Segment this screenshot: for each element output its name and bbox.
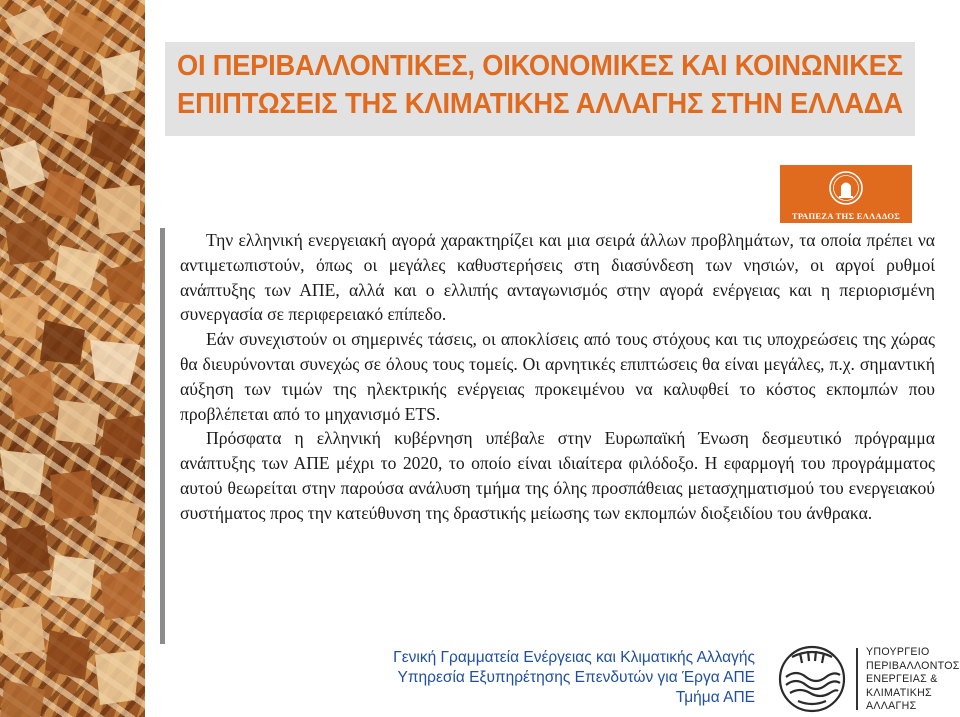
ministry-name [866, 646, 960, 714]
ministry-line-3: ΕΝΕΡΓΕΙΑΣ & [866, 673, 938, 686]
paragraph-1: Την ελληνική ενεργειακή αγορά χαρακτηρίζει και μια σειρά άλλων προβλημάτων, τα οποία πρέπει να αντιμετωπιστούν, όπως οι μεγάλες καθυστερήσεις στη διασύνδεση των νησιών, οι αργοί ρυθμοί ανάπτυξης των ΑΠΕ, αλλά και ο ελλιπής ανταγωνισμός στην αγορά ενέργειας και η περιορισμένη συνεργασία σε περιφερειακό επίπεδο. [180, 230, 935, 325]
wood-chips-image [0, 0, 145, 717]
bank-name: ΤΡΑΠΕΖΑ ΤΗΣ ΕΛΛΑΔΟΣ [791, 211, 901, 221]
footer-text [393, 648, 755, 708]
ministry-line-4: ΚΛΙΜΑΤΙΚΗΣ [866, 686, 932, 699]
title-line-2: ΕΠΙΠΤΩΣΕΙΣ ΤΗΣ ΚΛΙΜΑΤΙΚΗΣ ΑΛΛΑΓΗΣ ΣΤΗΝ ΕΛΛΑΔΑ [177, 88, 904, 120]
title-line-1: ΟΙ ΠΕΡΙΒΑΛΛΟΝΤΙΚΕΣ, ΟΙΚΟΝΟΜΙΚΕΣ ΚΑΙ ΚΟΙΝΩΝΙΚΕΣ [177, 50, 903, 82]
body-text [180, 228, 935, 526]
ministry-line-5: ΑΛΛΑΓΗΣ [866, 700, 917, 713]
paragraph-2: Εάν συνεχιστούν οι σημερινές τάσεις, οι αποκλίσεις από τους στόχους και τις υποχρεώσεις της χώρας θα διευρύνονται συνεχώς σε όλους τους τομείς. Οι αρνητικές επιπτώσεις θα είναι μεγάλες, π.χ. σημαντική αύξηση των τιμών της ηλεκτρικής ενέργειας προκειμένου να καλυφθεί το κόστος εκπομπών που προβλέπεται από το μηχανισμό ETS. [180, 329, 935, 424]
ministry-line-1: ΥΠΟΥΡΓΕΙΟ [866, 646, 930, 658]
footer-line-1: Γενική Γραμματεία Ενέργειας και Κλιματικής Αλλαγής [393, 649, 755, 666]
ministry-divider [856, 648, 858, 710]
title-banner [165, 42, 915, 136]
footer-line-3: Τμήμα ΑΠΕ [675, 689, 755, 706]
bank-of-greece-logo [780, 165, 912, 223]
ministry-emblem-icon [772, 643, 852, 715]
bank-emblem-icon [828, 170, 864, 206]
footer-line-2: Υπηρεσία Εξυπηρέτησης Επενδυτών για Έργα ΑΠΕ [397, 669, 755, 686]
paragraph-side-bar [160, 228, 165, 644]
paragraph-3: Πρόσφατα η ελληνική κυβέρνηση υπέβαλε στην Ευρωπαϊκή Ένωση δεσμευτικό πρόγραμμα ανάπτυξης των ΑΠΕ μέχρι το 2020, το οποίο είναι ιδιαίτερα φιλόδοξο. Η εφαρμογή του προγράμματος αυτού θεωρείται στην παρούσα ανάλυση τμήμα της όλης προσπάθειας μετασχηματισμού του ενεργειακού συστήματος προς την κατεύθυνση της δραστικής μείωσης των εκπομπών διοξειδίου του άνθρακα. [180, 428, 935, 523]
ministry-line-2: ΠΕΡΙΒΑΛΛΟΝΤΟΣ [866, 659, 960, 672]
